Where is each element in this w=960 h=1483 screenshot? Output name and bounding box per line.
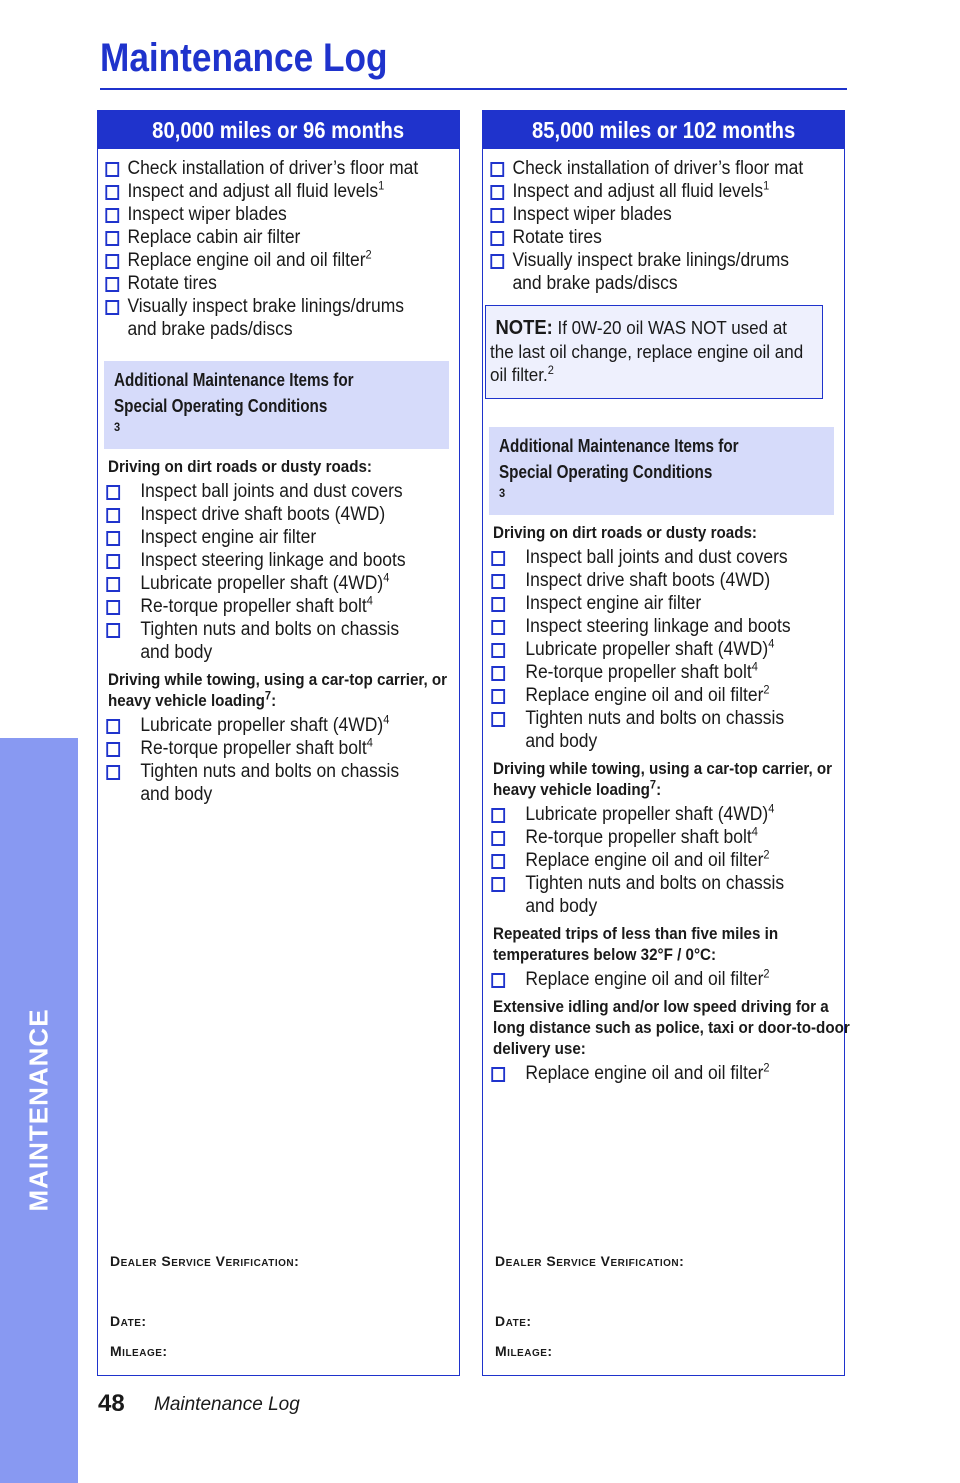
condition-title: Driving while towing, using a car-top carrier, or heavy vehicle loading$^7$: <box>108 671 448 710</box>
page-number: 48 <box>98 1390 125 1417</box>
page-title: Maintenance Log <box>100 36 388 80</box>
list-item: Visually inspect brake linings/drums and brake pads/discs <box>98 295 430 341</box>
list-item: Re-torque propeller shaft bolt$^4$ <box>483 661 815 684</box>
checkbox[interactable] <box>490 162 504 177</box>
list-item: Inspect steering linkage and boots <box>98 549 430 572</box>
list-item: Replace engine oil and oil filter$^2$ <box>483 849 815 872</box>
checklist <box>483 157 844 295</box>
checkbox[interactable] <box>105 254 119 269</box>
mileage-label: Mileage: <box>110 1343 168 1359</box>
checkbox[interactable] <box>106 623 120 638</box>
list-item: Tighten nuts and bolts on chassis and body <box>98 760 430 806</box>
list-item: Inspect and adjust all fluid levels$^1$ <box>98 180 430 203</box>
condition-checklist <box>98 714 459 806</box>
checkbox[interactable] <box>491 854 505 869</box>
condition-checklist <box>483 968 844 991</box>
list-item: Inspect steering linkage and boots <box>483 615 815 638</box>
note-label: NOTE: <box>495 317 553 339</box>
checkbox[interactable] <box>490 254 504 269</box>
checkbox[interactable] <box>491 620 505 635</box>
condition-title: Driving on dirt roads or dusty roads: <box>108 458 372 476</box>
note-box: NOTE: If 0W-20 oil WAS NOT used at the last oil change, replace engine oil and oil filter.$^2$ <box>485 305 823 399</box>
checkbox[interactable] <box>106 531 120 546</box>
column-80000-miles <box>97 110 460 1376</box>
checkbox[interactable] <box>106 719 120 734</box>
checkbox[interactable] <box>490 185 504 200</box>
list-item: Inspect engine air filter <box>483 592 815 615</box>
additional-items-heading: Additional Maintenance Items for Special Operating Conditions$^3$ <box>104 361 449 449</box>
condition-checklist <box>483 1062 844 1085</box>
condition-checklist <box>483 546 844 753</box>
list-item: Tighten nuts and bolts on chassis and body <box>483 872 815 918</box>
date-label: Date: <box>495 1313 532 1329</box>
checkbox[interactable] <box>105 300 119 315</box>
condition-checklist <box>483 803 844 918</box>
date-label: Date: <box>110 1313 147 1329</box>
list-item: Re-torque propeller shaft bolt$^4$ <box>98 595 430 618</box>
checkbox[interactable] <box>491 831 505 846</box>
list-item: Replace engine oil and oil filter$^2$ <box>483 968 815 991</box>
condition-title: Repeated trips of less than five miles in temperatures below 32°F / 0°C: <box>493 925 779 964</box>
mileage-label: Mileage: <box>495 1343 553 1359</box>
checkbox[interactable] <box>106 554 120 569</box>
list-item: Re-torque propeller shaft bolt$^4$ <box>98 737 430 760</box>
list-item: Replace cabin air filter <box>98 226 430 249</box>
list-item: Rotate tires <box>483 226 815 249</box>
checkbox[interactable] <box>491 666 505 681</box>
list-item: Inspect and adjust all fluid levels$^1$ <box>483 180 815 203</box>
list-item: Inspect wiper blades <box>483 203 815 226</box>
list-item: Inspect drive shaft boots (4WD) <box>98 503 430 526</box>
list-item: Lubricate propeller shaft $(4WD)^4$ <box>483 803 815 826</box>
checkbox[interactable] <box>491 877 505 892</box>
checkbox[interactable] <box>491 643 505 658</box>
list-item: Tighten nuts and bolts on chassis and body <box>98 618 430 664</box>
checkbox[interactable] <box>106 485 120 500</box>
checkbox[interactable] <box>106 577 120 592</box>
list-item: Check installation of driver’s floor mat <box>98 157 430 180</box>
checkbox[interactable] <box>105 208 119 223</box>
list-item: Inspect engine air filter <box>98 526 430 549</box>
list-item: Replace engine oil and oil filter$^2$ <box>98 249 430 272</box>
condition-title: Driving while towing, using a car-top carrier, or heavy vehicle loading$^7$: <box>493 760 833 799</box>
footer-section-label: Maintenance Log <box>154 1394 300 1415</box>
column-header: 80,000 miles or 96 months <box>98 111 459 149</box>
additional-items-heading: Additional Maintenance Items for Special Operating Conditions$^3$ <box>489 427 834 515</box>
list-item: Inspect drive shaft boots (4WD) <box>483 569 815 592</box>
list-item: Lubricate propeller shaft $(4WD)^4$ <box>98 714 430 737</box>
column-header: 85,000 miles or 102 months <box>483 111 844 149</box>
side-tab-label: MAINTENANCE <box>23 1008 54 1212</box>
condition-title: Driving on dirt roads or dusty roads: <box>493 524 757 542</box>
checkbox[interactable] <box>491 574 505 589</box>
checkbox[interactable] <box>491 1067 505 1082</box>
checkbox[interactable] <box>105 277 119 292</box>
note-text: If 0W-20 oil WAS NOT used at the last oil change, replace engine oil and oil filter. <box>490 317 804 385</box>
checkbox[interactable] <box>106 742 120 757</box>
dealer-service-verification-label: Dealer Service Verification: <box>495 1253 685 1269</box>
checkbox[interactable] <box>491 808 505 823</box>
list-item: Lubricate propeller shaft $(4WD)^4$ <box>483 638 815 661</box>
checkbox[interactable] <box>491 597 505 612</box>
checkbox[interactable] <box>491 551 505 566</box>
list-item: Tighten nuts and bolts on chassis and body <box>483 707 815 753</box>
checkbox[interactable] <box>106 508 120 523</box>
checkbox[interactable] <box>105 162 119 177</box>
checkbox[interactable] <box>105 231 119 246</box>
list-item: Re-torque propeller shaft bolt$^4$ <box>483 826 815 849</box>
checkbox[interactable] <box>106 600 120 615</box>
list-item: Lubricate propeller shaft $(4WD)^4$ <box>98 572 430 595</box>
condition-title: Extensive idling and/or low speed driving for a long distance such as police, taxi or door-to-door delivery use: <box>493 998 850 1058</box>
list-item: Rotate tires <box>98 272 430 295</box>
dealer-service-verification-label: Dealer Service Verification: <box>110 1253 300 1269</box>
checkbox[interactable] <box>490 231 504 246</box>
list-item: Replace engine oil and oil filter$^2$ <box>483 1062 815 1085</box>
list-item: Inspect ball joints and dust covers <box>98 480 430 503</box>
checkbox[interactable] <box>106 765 120 780</box>
list-item: Replace engine oil and oil filter$^2$ <box>483 684 815 707</box>
list-item: Visually inspect brake linings/drums and brake pads/discs <box>483 249 815 295</box>
list-item: Inspect wiper blades <box>98 203 430 226</box>
checkbox[interactable] <box>105 185 119 200</box>
condition-checklist <box>98 480 459 664</box>
list-item: Check installation of driver’s floor mat <box>483 157 815 180</box>
list-item: Inspect ball joints and dust covers <box>483 546 815 569</box>
title-rule <box>100 88 847 90</box>
checkbox[interactable] <box>491 712 505 727</box>
checklist <box>98 157 459 341</box>
checkbox[interactable] <box>490 208 504 223</box>
checkbox[interactable] <box>491 689 505 704</box>
checkbox[interactable] <box>491 973 505 988</box>
column-85000-miles <box>482 110 850 1376</box>
